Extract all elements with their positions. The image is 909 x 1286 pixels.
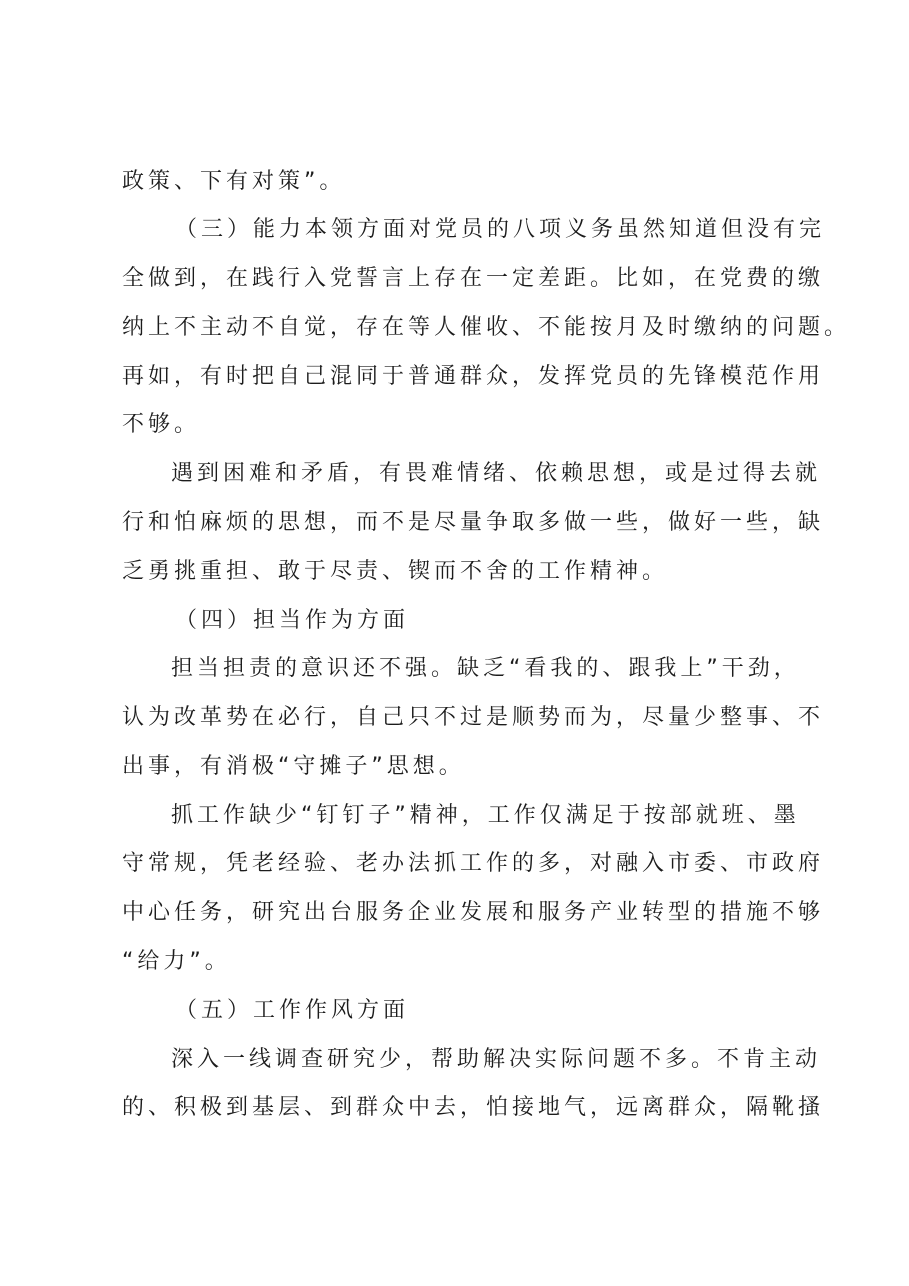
text-line: 的、积极到基层、到群众中去，怕接地气，远离群众，隔靴搔 bbox=[122, 1095, 825, 1120]
section-heading-3: （三）能力本领方面对党员的八项义务虽然知道但没有完 bbox=[175, 217, 826, 242]
paragraph-start: 担当担责的意识还不强。缺乏“看我的、跟我上”干劲， bbox=[171, 656, 800, 681]
text-line: “给力”。 bbox=[122, 949, 231, 974]
paragraph-start: 深入一线调查研究少，帮助解决实际问题不多。不肯主动 bbox=[171, 1047, 822, 1072]
section-heading-5: （五）工作作风方面 bbox=[175, 998, 410, 1023]
text-line: 行和怕麻烦的思想，而不是尽量争取多做一些，做好一些，缺 bbox=[122, 510, 825, 535]
text-line: 再如，有时把自己混同于普通群众，发挥党员的先锋模范作用 bbox=[122, 364, 825, 389]
text-line: 守常规，凭老经验、老办法抓工作的多，对融入市委、市政府 bbox=[122, 851, 825, 876]
text-line: 政策、下有对策”。 bbox=[122, 169, 346, 194]
paragraph-start: 抓工作缺少“钉钉子”精神，工作仅满足于按部就班、墨 bbox=[171, 803, 800, 828]
text-line: 认为改革势在必行，自己只不过是顺势而为，尽量少整事、不 bbox=[122, 705, 825, 730]
text-line: 出事，有消极“守摊子”思想。 bbox=[122, 754, 465, 779]
text-line: 乏勇挑重担、敢于尽责、锲而不舍的工作精神。 bbox=[122, 559, 669, 584]
section-heading-4: （四）担当作为方面 bbox=[175, 608, 410, 633]
text-line: 全做到，在践行入党誓言上存在一定差距。比如，在党费的缴 bbox=[122, 266, 825, 291]
text-line: 纳上不主动不自觉，存在等人催收、不能按月及时缴纳的问题。 bbox=[122, 315, 851, 340]
paragraph-start: 遇到困难和矛盾，有畏难情绪、依赖思想，或是过得去就 bbox=[171, 461, 822, 486]
text-line: 中心任务，研究出台服务企业发展和服务产业转型的措施不够 bbox=[122, 900, 825, 925]
text-line: 不够。 bbox=[122, 412, 201, 437]
